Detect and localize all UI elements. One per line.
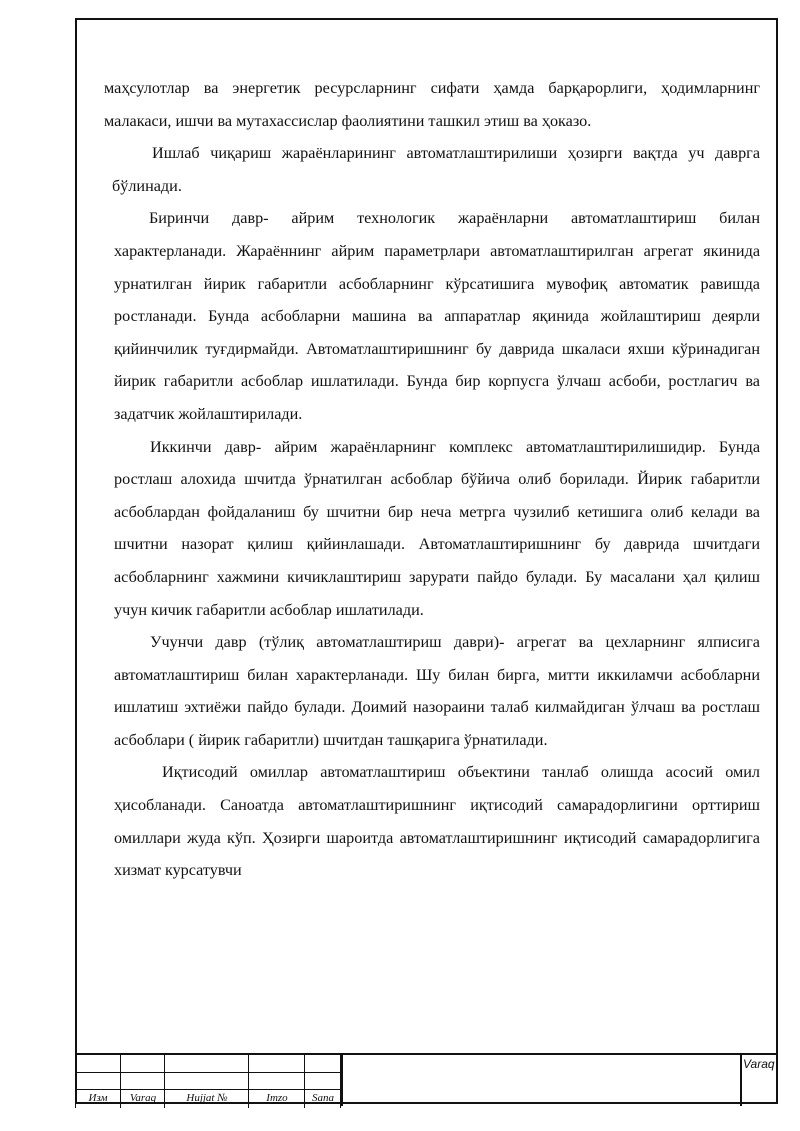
stamp-label-varaq: Varaq xyxy=(129,1092,157,1104)
stamp-label-sana: Sana xyxy=(312,1092,334,1104)
paragraph-3: Биринчи давр- айрим технологик жараёнларни автоматлаштириш билан характерланади. Жараённинг айрим параметрлари автоматлаштирилган агрегат якинида урнатилган йирик габаритли асбобларнинг кўрсатишига мувофиқ автоматик равишда ростланади. Бунда асбобларни машина ва аппаратлар яқинида жойлаштириш деярли қийинчилик туғдирмайди. Автоматлаштиришнинг бу даврида шкаласи яхши кўринадиган йирик габаритли асбоблар ишлатилади. Бунда бир корпусга ўлчаш асбоби, ростлагич ва задатчик жойлаштирилади. xyxy=(114,209,760,423)
stamp-label-izm: Изм xyxy=(88,1092,108,1104)
sheet-label: Varaq xyxy=(743,1057,775,1071)
stamp-label-imzo: Imzo xyxy=(266,1092,288,1104)
document-body xyxy=(104,72,760,887)
title-block xyxy=(75,1053,778,1106)
title-block-main xyxy=(341,1053,778,1106)
title-block-grid xyxy=(75,1053,341,1108)
stamp-label-hujjat: Hujjat № xyxy=(186,1092,228,1104)
paragraph-6: Иқтисодий омиллар автоматлаштириш объектини танлаб олишда асосий омил ҳисобланади. Саноатда автоматлаштиришнинг иқтисодий самарадорлигини орттириш омиллари жуда кўп. Ҳозирги шароитда автоматлаштиришнинг иқтисодий самарадорлигига хизмат курсатувчи xyxy=(114,763,760,880)
paragraph-1: маҳсулотлар ва энергетик ресурсларнинг сифати ҳамда барқарорлиги, ҳодимларнинг малакаси, ишчи ва мутахассислар фаолиятини ташкил этиш ва ҳоказо. xyxy=(104,79,760,130)
paragraph-2: Ишлаб чиқариш жараёнларининг автоматлаштирилиши ҳозирги вақтда уч даврга бўлинади. xyxy=(112,144,760,195)
paragraph-5: Учунчи давр (тўлиқ автоматлаштириш даври)- агрегат ва цехларнинг ялписига автоматлаштириш билан характерланади. Шу билан бирга, митти иккиламчи асбобларни ишлатиш эхтиёжи пайдо булади. Доимий назораини талаб килмайдиган ўлчаш ва ростлаш асбоблари ( йирик габаритли) шчитдан ташқарига ўрнатилади. xyxy=(114,633,760,749)
paragraph-4: Иккинчи давр- айрим жараёнларнинг комплекс автоматлаштирилишидир. Бунда ростлаш алохида шчитда ўрнатилган асбоблар бўйича олиб борилади. Йирик габаритли асбоблардан фойдаланиш бу шчитни бир неча метрга чузилиб кетишига олиб келади ва шчитни назорат қилиш қийинлашади. Автоматлаштиришнинг бу даврида шчитдаги асбобларнинг хажмини кичиклаштириш зарурати пайдо булади. Бу масалани ҳал қилиш учун кичик габаритли асбоблар ишлатилади. xyxy=(114,437,760,619)
